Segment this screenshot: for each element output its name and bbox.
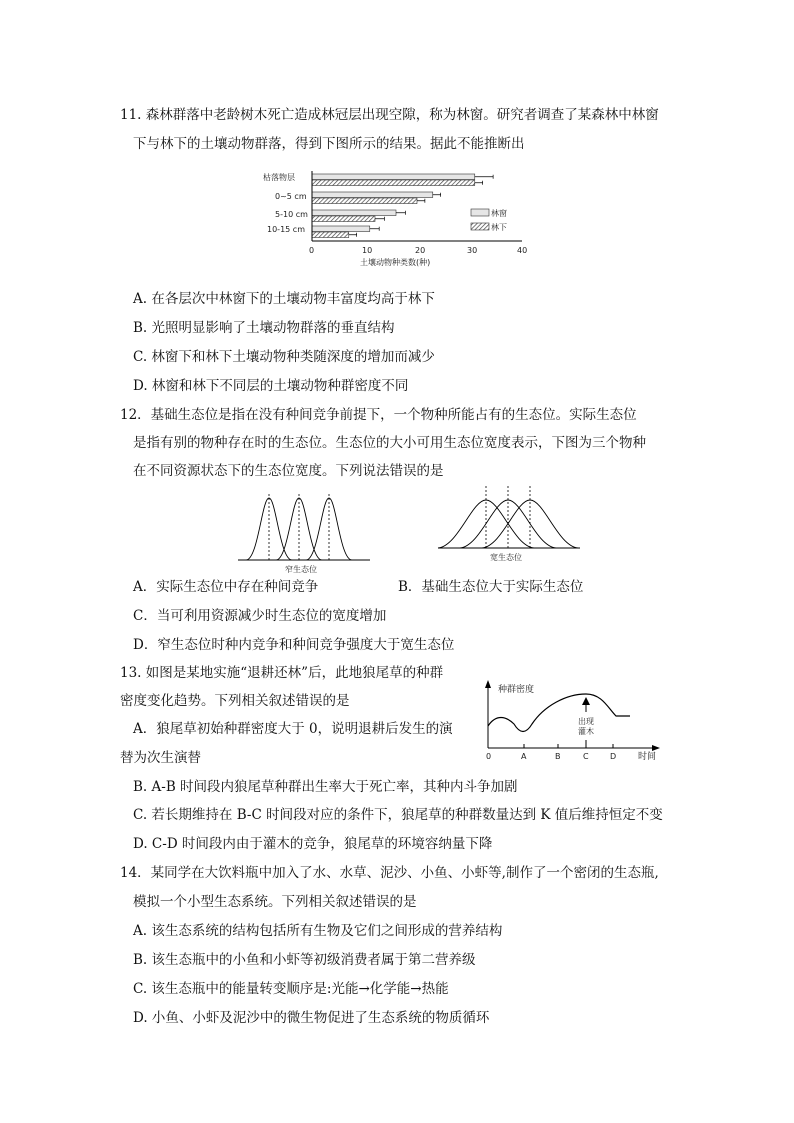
q13-option-d[interactable]: D. C-D 时间段内由于灌木的竞争，狼尾草的环境容纳量下降: [133, 836, 493, 852]
q13-annotation-line1: 出现: [578, 717, 594, 726]
q13-option-b[interactable]: B. A-B 时间段内狼尾草种群出生率大于死亡率，其种内斗争加剧: [133, 779, 518, 795]
q11-tick-30: 30: [467, 246, 478, 255]
q14-option-c[interactable]: C. 该生态瓶中的能量转变顺序是:光能→化学能→热能: [133, 981, 449, 997]
q11-legend-swatch-under: [471, 223, 489, 230]
q12-option-d[interactable]: D．窄生态位时种内竞争和种间竞争强度大于宽生态位: [133, 637, 455, 653]
q11-error-bar-0-3: [370, 227, 379, 231]
q12-narrow-niche-figure: [238, 488, 370, 574]
q11-bar-1-0: [312, 180, 475, 186]
q12-wide-niche-figure: [438, 484, 580, 564]
q11-cat-label-1: 0~5 cm: [275, 192, 307, 201]
q13-x-axis-label: 时间: [638, 752, 657, 762]
q11-error-bar-1-2: [375, 217, 384, 221]
q11-bar-1-2: [312, 216, 375, 222]
q11-bar-1-3: [312, 232, 349, 238]
q12-narrow-label: 窄生态位: [285, 565, 317, 574]
q11-legend-label-gap: 林窗: [491, 209, 507, 218]
q11-tick-20: 20: [415, 246, 426, 255]
q11-option-a[interactable]: A. 在各层次中林窗下的土壤动物丰富度均高于林下: [133, 291, 435, 307]
q11-cat-label-2: 5-10 cm: [275, 210, 308, 219]
q13-density-figure: [470, 678, 670, 766]
q11-error-bar-1-1: [417, 199, 425, 203]
q13-tick-0: 0: [486, 752, 492, 761]
q11-cat-label-3: 10-15 cm: [267, 225, 305, 234]
q11-error-bar-0-1: [433, 193, 441, 197]
q11-tick-10: 10: [362, 246, 373, 255]
q13-stem-line2: 密度变化趋势。下列相关叙述错误的是: [120, 693, 350, 709]
q11-error-bar-0-2: [396, 211, 405, 215]
q11-legend-label-under: 林下: [491, 223, 507, 232]
q14-option-b[interactable]: B. 该生态瓶中的小鱼和小虾等初级消费者属于第二营养级: [133, 952, 476, 968]
q11-bar-1-1: [312, 198, 417, 204]
q14-stem-line1: 14．某同学在大饮料瓶中加入了水、水草、泥沙、小鱼、小虾等,制作了一个密闭的生态瓶,: [120, 865, 659, 881]
q13-tick-c: C: [583, 752, 589, 761]
q11-bar-0-2: [312, 210, 396, 216]
q11-bar-0-0: [312, 174, 475, 180]
q12-stem-line3: 在不同资源状态下的生态位宽度。下列说法错误的是: [133, 463, 444, 479]
q11-legend-swatch-gap: [471, 209, 489, 216]
q11-error-bar-0-0: [475, 175, 493, 179]
q14-option-d[interactable]: D. 小鱼、小虾及泥沙中的微生物促进了生态系统的物质循环: [133, 1010, 490, 1026]
q12-stem-line2: 是指有别的物种存在时的生态位。生态位的大小可用生态位宽度表示，下图为三个物种: [133, 435, 646, 451]
q13-stem-line1: 13. 如图是某地实施“退耕还林”后，此地狼尾草的种群: [120, 665, 444, 681]
q11-option-d[interactable]: D. 林窗和林下不同层的土壤动物种群密度不同: [133, 378, 409, 394]
q14-stem-line2: 模拟一个小型生态系统。下列相关叙述错误的是: [133, 894, 417, 910]
q11-bar-chart: [255, 165, 555, 270]
q13-tick-a: A: [521, 752, 527, 761]
q11-stem-line2: 下与林下的土壤动物群落，得到下图所示的结果。据此不能推断出: [133, 136, 525, 152]
q11-stem-line1: 11. 森林群落中老龄树木死亡造成林冠层出现空隙，称为林窗。研究者调查了某森林中林窗: [120, 107, 659, 123]
q11-cat-label-0: 枯落物层: [263, 173, 295, 182]
q13-option-a-line2[interactable]: 替为次生演替: [120, 750, 201, 766]
q12-option-a[interactable]: A．实际生态位中存在种间竞争: [133, 579, 319, 595]
q11-x-axis-label: 土壤动物种类数(种): [360, 258, 431, 267]
q13-tick-b: B: [555, 752, 561, 761]
q11-tick-0: 0: [309, 246, 315, 255]
q11-option-b[interactable]: B. 光照明显影响了土壤动物群落的垂直结构: [133, 320, 395, 336]
q11-option-c[interactable]: C. 林窗下和林下土壤动物种类随深度的增加而减少: [133, 349, 435, 365]
q13-y-axis-label: 种群密度: [498, 685, 535, 695]
q11-error-bar-1-0: [475, 181, 483, 185]
q11-bar-0-3: [312, 226, 370, 232]
q12-option-c[interactable]: C．当可利用资源减少时生态位的宽度增加: [133, 608, 387, 624]
q13-option-c[interactable]: C. 若长期维持在 B-C 时间段对应的条件下，狼尾草的种群数量达到 K 值后维持恒定不变: [133, 807, 663, 823]
q12-wide-label: 宽生态位: [490, 553, 522, 562]
q11-bar-0-1: [312, 192, 433, 198]
q13-tick-d: D: [610, 752, 617, 761]
q14-option-a[interactable]: A. 该生态系统的结构包括所有生物及它们之间形成的营养结构: [133, 923, 503, 939]
q11-error-bar-1-3: [349, 233, 357, 237]
q11-tick-40: 40: [517, 246, 528, 255]
q12-option-b[interactable]: B．基础生态位大于实际生态位: [398, 579, 584, 595]
q13-annotation-line2: 灌木: [578, 727, 594, 736]
q12-stem-line1: 12．基础生态位是指在没有种间竞争前提下，一个物种所能占有的生态位。实际生态位: [120, 407, 637, 423]
q13-option-a-line1[interactable]: A．狼尾草初始种群密度大于 0，说明退耕后发生的演: [133, 721, 453, 737]
